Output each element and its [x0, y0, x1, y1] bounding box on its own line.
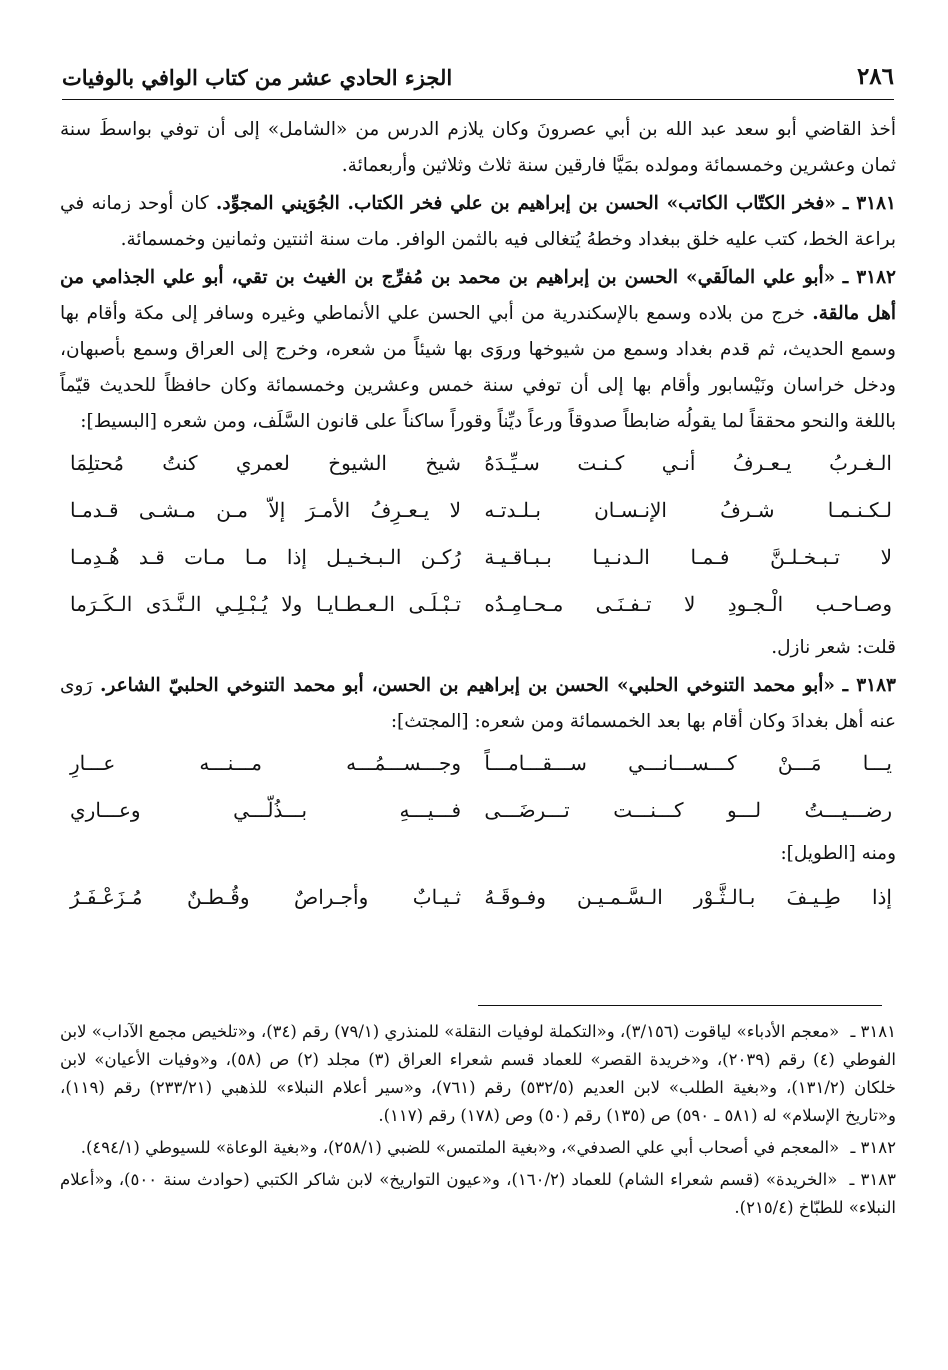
verse-second-hemistich: رُكـن الـبـخـيـل إذا مـا مـات قـد هُـدِمـا [70, 545, 462, 569]
entry-heading: «أبو محمد التنوخي الحلبي» الحسن بن إبراهيم بن الحسن، أبو محمد التنوخي الحلبيّ الشاعر. [99, 675, 835, 696]
poem-3183-b [60, 874, 896, 921]
verse-line [60, 740, 896, 787]
footnotes [60, 1018, 896, 1226]
verse-first-hemistich: وصـاحـب الْـجـودِ لا تـفـنَـى مـحـامِـدُه [484, 592, 892, 616]
intro-paragraph: أخذ القاضي أبو سعد عبد الله بن أبي عصرونَ وكان يلازم الدرس من «الشامل» إلى أن توفي بواسطَ سنة ثمان وعشرين وخمسمائة ومولده بمَيَّا فارقين سنة ثلاث وثلاثين وأربعمائة. [60, 119, 896, 176]
footnote-3181 [60, 1018, 896, 1130]
entry-number: ٣١٨١ ـ [843, 193, 896, 214]
editor-note: قلت: شعر نازل. [771, 637, 896, 658]
entry-3183 [60, 668, 896, 740]
entry-heading: «فخر الكتّاب الكاتب» الحسن بن إبراهيم بن علي فخر الكتاب. الجُوَيني المجوِّد. [215, 193, 836, 214]
verse-second-hemistich: وجـــســـمُـــه مـــنـــه عـــارِ [70, 751, 462, 775]
verse-first-hemistich: إذا طِـيـفَ بـالـثَّـوْر الـسَّـمـيـن وفـوقَـهُ [484, 885, 892, 909]
running-title: الجزء الحادي عشر من كتاب الوافي بالوفيات [62, 65, 453, 90]
footnote-3182 [60, 1134, 896, 1162]
entry-number: ٣١٨٢ ـ [842, 267, 896, 288]
verse-first-hemistich: رضـــيـــتُ لـــو كـــنـــت تـــرضَـــى [484, 798, 892, 822]
verse-first-hemistich: لا تـبـخـلـنَّ فـمـا الـدنـيـا بـبـاقـيـة [484, 545, 892, 569]
footnote-number: ٣١٨١ ـ [850, 1022, 896, 1041]
entry-3181 [60, 186, 896, 258]
verse-first-hemistich: يـــا مَـــنْ كـــســـانـــي ســـقـــامـــاً [484, 751, 892, 775]
verse-second-hemistich: فـــيـــهِ بـــذُلّـــي وعـــاري [70, 798, 462, 822]
footnote-text: «المعجم في أصحاب أبي علي الصدفي»، و«بغية الملتمس» للضبي (٢٥٨/١)، و«بغية الوعاة» للسيوطي (٤٩٤/١). [80, 1138, 840, 1157]
verse-line [60, 787, 896, 834]
poem-3183 [60, 740, 896, 834]
verse-line [60, 874, 896, 921]
verse-second-hemistich: شيخ الشيوخ لعمري كنتُ مُحتلِمَا [70, 451, 462, 475]
verse-first-hemistich: الـغـربُ يـعـرفُ أنـي كـنـت سـيِّـدَهُ [484, 451, 892, 475]
entry-3182 [60, 260, 896, 440]
footnote-number: ٣١٨٣ ـ [849, 1170, 896, 1189]
entry-text: خرج من بلاده وسمع بالإسكندرية من أبي الحسن علي الأنماطي وغيره وسافر إلى مكة وأقام بها وسمع الحديث، ثم قدم بغداد وسمع من شيوخها وروَى بها شيئاً من شعره، وخرج إلى العراق وسمع بأصبهان، ودخل خراسان ونَيْسابور وأقام بها إلى أن توفي سنة خمس وعشرين وخمسمائة وكان حافظاً للحديث قيّماً باللغة والنحو محققاً لما يقولُه ضابطاً صدوقاً ورعاً ديِّناً وقوراً ساكناً على قانون السَّلَف، ومن شعره [البسيط]: [60, 303, 896, 432]
header-rule [62, 99, 894, 100]
footnote-text: «معجم الأدباء» لياقوت (٣/١٥٦)، و«التكملة لوفيات النقلة» للمنذري (٧٩/١) رقم (٣٤)، و«تلخيص مجمع الآداب» لابن الفوطي (٤) رقم (٢٠٣٩)، و«خريدة القصر» للعماد قسم شعراء العراق (٣) مجلد (٢) ص (٥٨)، و«وفيات الأعيان» لابن خلكان (١٣١/٢)، و«بغية الطلب» لابن العديم (٥٣٢/٥) رقم (٧٦١)، و«سير أعلام النبلاء» للذهبي (٢٣٣/٢١) رقم (١١٩)، و«تاريخ الإسلام» له (٥٨١ ـ ٥٩٠) ص (١٣٥) رقم (٥٠) وص (١٧٨) رقم (١١٧). [60, 1022, 897, 1125]
verse-line [60, 487, 896, 534]
meter-label: ومنه [الطويل]: [780, 843, 896, 864]
verse-line [60, 440, 896, 487]
footnote-text: «الخريدة» (قسم شعراء الشام) للعماد (١٦٠/٢)، و«عيون التواريخ» لابن شاكر الكتبي (حوادث سنة ٥٠٠)، و«أعلام النبلاء» للطبّاخ (٢١٥/٤). [60, 1170, 896, 1217]
footnote-rule [478, 1005, 882, 1006]
entry-heading: «أبو علي المالَقي» الحسن بن إبراهيم بن محمد بن مُفرِّج بن الغيث بن تقي، أبو علي الجذامي من أهل مالقة. [60, 267, 896, 324]
verse-first-hemistich: لـكـنـمـا شـرفُ الإنـسـان بـلـدتـه [484, 498, 892, 522]
page-number: ٢٨٦ [856, 63, 894, 90]
poem-3182 [60, 440, 896, 628]
footnote-number: ٣١٨٢ ـ [850, 1138, 896, 1157]
verse-second-hemistich: لا يـعـرِفُ الأمـرَ إلاّ مـن مـشـى قـدمـا [70, 498, 462, 522]
footnote-3183 [60, 1166, 896, 1222]
running-header [62, 44, 894, 90]
verse-second-hemistich: ثـيـابٌ وأجـراصٌ وقُـطـنٌ مُـزَعْـفَـرُ [70, 885, 462, 909]
entry-text: كان أوحد زمانه في براعة الخط، كتب عليه خلق ببغداد وخطهُ يُتغالى فيه بالثمن الوافر. مات سنة اثنتين وثمانين وخمسمائة. [60, 193, 896, 250]
main-text [60, 112, 896, 921]
verse-line [60, 534, 896, 581]
entry-text: رَوى عنه أهل بغدادَ وكان أقام بها بعد الخمسمائة ومن شعره: [المجتث]: [60, 675, 896, 732]
verse-second-hemistich: تـبْـلَـى الـعـطـايـا ولا يُـبْـلِـي الـنَّـدَى الـكَـرَما [70, 592, 462, 616]
verse-line [60, 581, 896, 628]
entry-number: ٣١٨٣ ـ [842, 675, 896, 696]
